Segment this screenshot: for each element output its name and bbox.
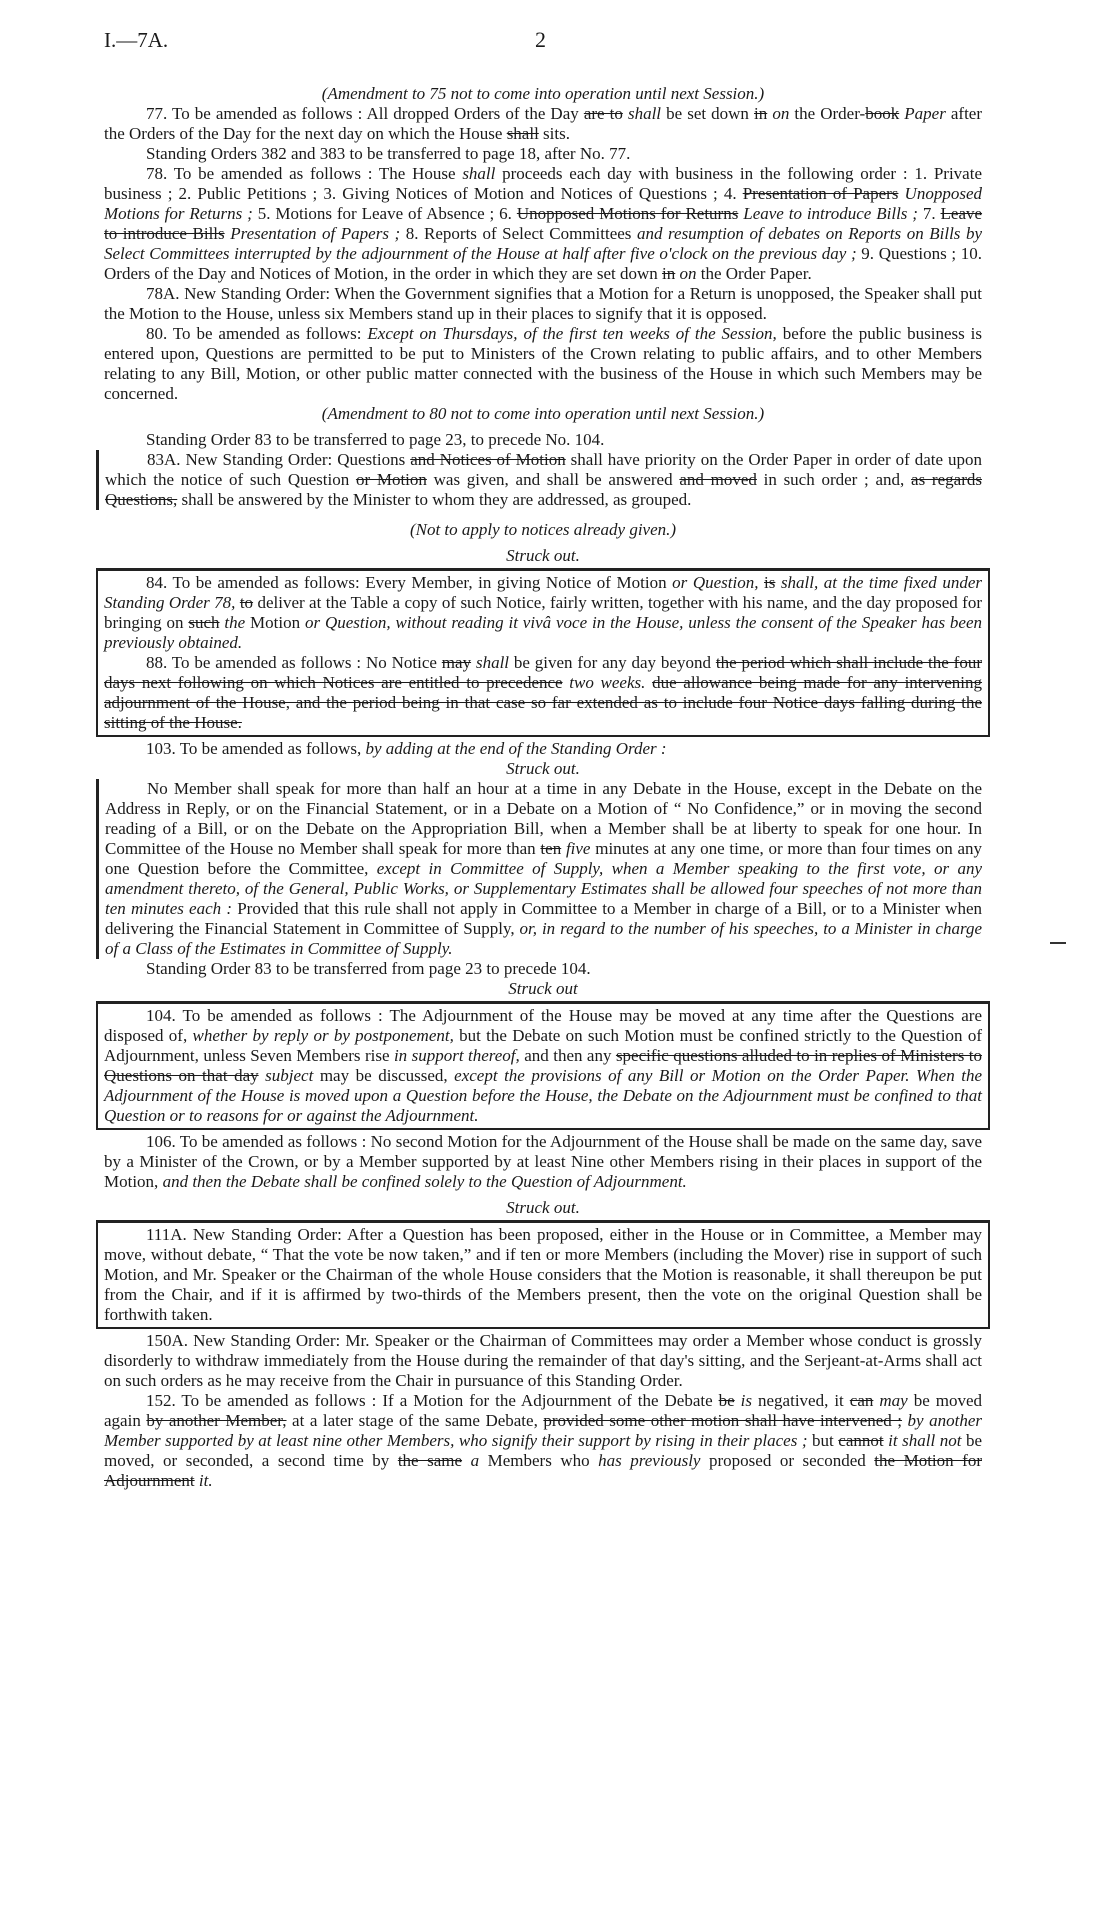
clause-111a: 111A. New Standing Order: After a Question has been proposed, either in the House or in Committee, a Member may move, without debate, “ That the vote be now taken,” and if ten or more Members (including the Mover) rise in support of such Motion, and Mr. Speaker or the Chairman of the whole House considers that the Motion is reasonable, it shall thereupon be put from the Chair, and if it is affirmed by two-thirds of the Members present, then the vote on the original Question shall be forthwith taken. [104,1225,982,1324]
struck-out-box-84-88 [96,568,990,737]
clause-106: 106. To be amended as follows : No second Motion for the Adjournment of the House shall be made on the same day, save by a Minister of the Crown, or by a Member supported by at least Nine other Members rising in their places in support of the Motion, and then the Debate shall be confined solely to the Question of Adjournment. [104,1132,982,1191]
clause-83a-box [96,450,982,510]
struck-out-box-104 [96,1001,990,1130]
margin-mark [1050,942,1066,944]
clause-84: 84. To be amended as follows: Every Member, in giving Notice of Motion or Question, is shall, at the time fixed under Standing Order 78, to deliver at the Table a copy of such Notice, fairly written, together with his name, and the day proposed for bringing on such the Motion or Question, without reading it vivâ voce in the House, unless the consent of the Speaker has been previously obtained. [104,573,983,652]
amendment-note-80: (Amendment to 80 not to come into operation until next Session.) [321,404,765,423]
struck-out-label-4: Struck out. [506,1198,580,1217]
clause-78a: 78A. New Standing Order: When the Government signifies that a Motion for a Return is unopposed, the Speaker shall put the Motion to the House, unless six Members stand up in their places to signify that it is opposed. [104,284,982,323]
struck-out-label-3: Struck out [508,979,578,998]
struck-out-label-1: Struck out. [506,546,580,565]
struck-out-box-111a [96,1220,990,1329]
clause-78: 78. To be amended as follows : The House shall proceeds each day with business in the following order : 1. Private business ; 2. Public Petitions ; 3. Giving Notices of Motion and Notices of Questions ; 4. Presentation of Papers Unopposed Motions for Returns ; 5. Motions for Leave of Absence ; 6. Unopposed Motions for Returns Leave to introduce Bills ; 7. Leave to introduce Bills Presentation of Papers ; 8. Reports of Select Committees and resumption of debates on Reports on Bills by Select Committees interrupted by the adjournment of the House at half after five o'clock on the previous day ; 9. Questions ; 10. Orders of the Day and Notices of Motion, in the order in which they are set down in on the Order Paper. [104,164,983,283]
clause-88: 88. To be amended as follows : No Notice may shall be given for any day beyond the period which shall include the four days next following on which Notices are entitled to precedence two weeks. due allowance being made for any intervening adjournment of the House, and the period being in that case so far extended as to include four Notice days falling during the sitting of the House. [104,653,983,732]
clause-104: 104. To be amended as follows : The Adjournment of the House may be moved at any time after the Questions are disposed of, whether by reply or by postponement, but the Debate on such Motion must be confined strictly to the Question of Adjournment, unless Seven Members rise in support thereof, and then any specific questions alluded to in replies of Ministers to Questions on that day subject may be discussed, except the provisions of any Bill or Motion on the Order Paper. When the Adjournment of the House is moved upon a Question before the House, the Debate on the Adjournment must be confined to that Question or to reasons for or against the Adjournment. [104,1006,982,1125]
note-so-382: Standing Orders 382 and 383 to be transferred to page 18, after No. 77. [146,144,631,163]
clause-152: 152. To be amended as follows : If a Motion for the Adjournment of the Debate be is negatived, it can may be moved again by another Member, at a later stage of the same Debate, provided some other motion shall have intervened ; by another Member supported by at least nine other Members, who signify their support by rising in their places ; but cannot it shall not be moved, or seconded, a second time by the same a Members who has previously proposed or seconded the Motion for Adjournment it. [104,1391,983,1490]
note-not-apply: (Not to apply to notices already given.) [409,520,677,539]
amendment-note-75: (Amendment to 75 not to come into operation until next Session.) [321,84,765,103]
note-so-83-from-23: Standing Order 83 to be transferred from page 23 to precede 104. [146,959,591,978]
note-so-83-to-23: Standing Order 83 to be transferred to page 23, to precede No. 104. [146,430,605,449]
document-id: I.—7A. [104,28,169,52]
clause-150a: 150A. New Standing Order: Mr. Speaker or the Chairman of Committees may order a Member whose conduct is grossly disorderly to withdraw immediately from the House during the remainder of that day's sitting, and the Serjeant-at-Arms shall act on such orders as he may receive from the Chair in pursuance of this Standing Order. [104,1331,982,1390]
clause-83a: 83A. New Standing Order: Questions and Notices of Motion shall have priority on the Order Paper in order of date upon which the notice of such Question or Motion was given, and shall be answered and moved in such order ; and, as regards Questions, shall be answered by the Minister to whom they are addressed, as grouped. [105,450,982,509]
clause-80: 80. To be amended as follows: Except on Thursdays, of the first ten weeks of the Session, before the public business is entered upon, Questions are permitted to be put to Ministers of the Crown relating to public affairs, and to other Members relating to any Bill, Motion, or other public matter connected with the business of the House in which such Members may be concerned. [104,324,982,403]
clause-103: No Member shall speak for more than half an hour at a time in any Debate in the House, except in the Debate on the Address in Reply, or on the Financial Statement, or in a Debate on a Motion of “ No Confidence,” or in moving the second reading of a Bill, or on the Debate on the Appropriation Bill, when a Member shall be at liberty to speak for one hour. In Committee of the House no Member shall speak for more than ten five minutes at any one time, or more than four times on any one Question before the Committee, except in Committee of Supply, when a Member speaking to the first vote, or any amendment thereto, of the General, Public Works, or Supplementary Estimates shall be allowed four speeches of not more than ten minutes each : Provided that this rule shall not apply in Committee to a Member in charge of a Bill, or to a Minister when delivering the Financial Statement in Committee of Supply, or, in regard to the number of his speeches, to a Minister in charge of a Class of the Estimates in Committee of Supply. [105,779,983,958]
page-number: 2 [535,27,546,52]
document-body [104,84,982,1491]
clause-103-intro: 103. To be amended as follows, by adding at the end of the Standing Order : [146,739,667,758]
struck-out-label-2: Struck out. [506,759,580,778]
struck-out-box-103 [96,779,982,959]
clause-77: 77. To be amended as follows : All dropped Orders of the Day are to shall be set down in on the Order-book Paper after the Orders of the Day for the next day on which the House shall sits. [104,104,983,143]
